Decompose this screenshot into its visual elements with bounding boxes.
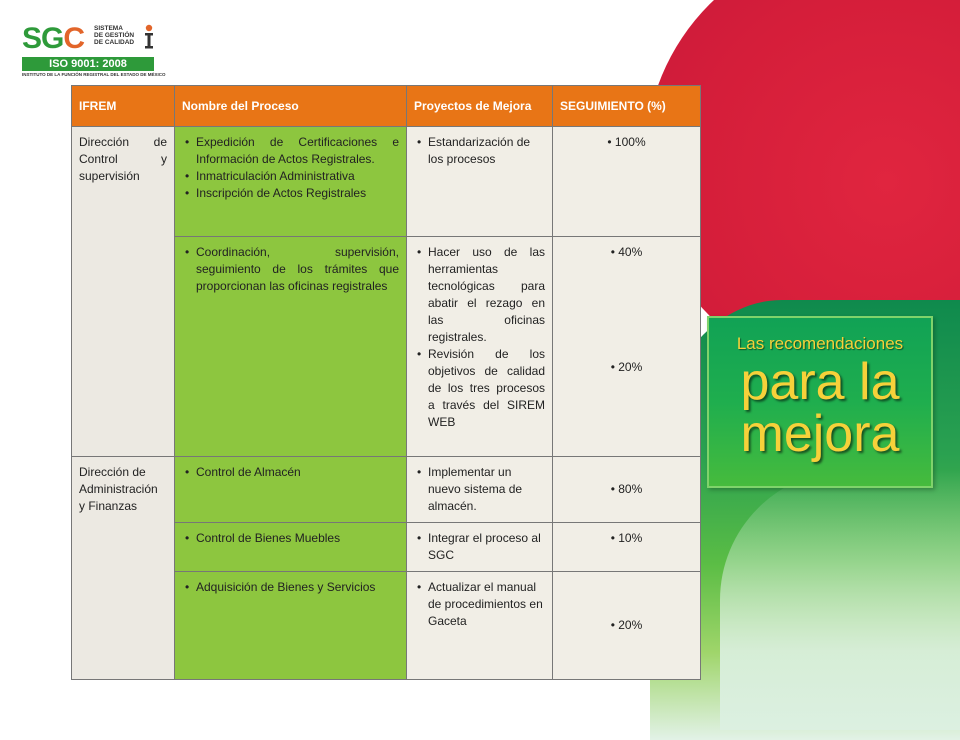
progress-cell bbox=[553, 127, 701, 237]
progress-cell bbox=[553, 572, 701, 680]
callout-subtitle: Las recomendaciones bbox=[736, 334, 904, 353]
decorative-light-fade bbox=[720, 470, 960, 730]
process-cell bbox=[175, 457, 407, 523]
logo-brand-sg: SG bbox=[22, 22, 64, 55]
area-cell: Dirección de Administración y Finanzas bbox=[72, 457, 175, 680]
header-proyectos: Proyectos de Mejora bbox=[407, 86, 553, 127]
table-row bbox=[72, 127, 701, 237]
logo-system-line: DE GESTIÓN bbox=[94, 32, 135, 39]
list-item: • Expedición de Certificaciones e Información de Actos Registrales. bbox=[196, 134, 399, 168]
logo-system-text bbox=[94, 25, 140, 46]
progress-cell bbox=[553, 457, 701, 523]
list-item: • Inscripción de Actos Registrales bbox=[196, 185, 399, 202]
logo-system-line: SISTEMA bbox=[94, 25, 123, 32]
project-cell bbox=[407, 523, 553, 572]
header-proceso: Nombre del Proceso bbox=[175, 86, 407, 127]
progress-value: • 20% bbox=[610, 618, 643, 632]
list-item: • Adquisición de Bienes y Servicios bbox=[196, 579, 399, 596]
logo-brand bbox=[22, 22, 84, 56]
progress-cell bbox=[553, 523, 701, 572]
header-seguimiento: SEGUIMIENTO (%) bbox=[553, 86, 701, 127]
list-item: • Integrar el proceso al SGC bbox=[428, 530, 545, 564]
list-item: • Implementar un nuevo sistema de almacén. bbox=[428, 464, 545, 515]
project-cell bbox=[407, 457, 553, 523]
list-item: • Actualizar el manual de procedimientos en Gaceta bbox=[428, 579, 545, 630]
header-ifrem: IFREM bbox=[72, 86, 175, 127]
callout-title bbox=[709, 353, 931, 463]
progress-value: • 40% bbox=[610, 245, 643, 259]
progress-value: • 20% bbox=[610, 360, 643, 374]
callout-title-line: mejora bbox=[740, 405, 900, 463]
callout-title-line: para la bbox=[740, 353, 900, 411]
improvement-projects-table bbox=[71, 85, 701, 680]
institute-name: INSTITUTO DE LA FUNCIÓN REGISTRAL DEL ESTADO DE MÉXICO bbox=[22, 72, 166, 77]
progress-value: • 100% bbox=[607, 135, 646, 149]
process-cell bbox=[175, 127, 407, 237]
list-item: • Inmatriculación Administrativa bbox=[196, 168, 399, 185]
process-cell bbox=[175, 523, 407, 572]
sgc-logo bbox=[22, 22, 166, 77]
project-cell bbox=[407, 127, 553, 237]
logo-system-line: DE CALIDAD bbox=[94, 39, 135, 46]
process-cell bbox=[175, 572, 407, 680]
process-cell bbox=[175, 237, 407, 457]
area-cell: Dirección de Control y supervisión bbox=[72, 127, 175, 457]
progress-cell bbox=[553, 237, 701, 457]
recommendations-callout bbox=[707, 316, 933, 488]
list-item: • Control de Almacén bbox=[196, 464, 399, 481]
progress-value: • 10% bbox=[610, 531, 643, 545]
project-cell bbox=[407, 572, 553, 680]
list-item: • Estandarización de los procesos bbox=[428, 134, 545, 168]
project-cell bbox=[407, 237, 553, 457]
logo-brand-c: C bbox=[63, 22, 85, 55]
list-item: • Revisión de los objetivos de calidad de los tres procesos a través del SIREM WEB bbox=[428, 346, 545, 431]
list-item: • Control de Bienes Muebles bbox=[196, 530, 399, 547]
iso-badge: ISO 9001: 2008 bbox=[22, 57, 154, 71]
list-item: • Hacer uso de las herramientas tecnológicas para abatir el rezago en las oficinas registrales. bbox=[428, 244, 545, 346]
table-row bbox=[72, 457, 701, 523]
progress-value: • 80% bbox=[610, 482, 643, 496]
person-icon bbox=[142, 24, 156, 50]
table-header-row bbox=[72, 86, 701, 127]
list-item: • Coordinación, supervisión, seguimiento de los trámites que proporcionan las oficinas registrales bbox=[196, 244, 399, 295]
